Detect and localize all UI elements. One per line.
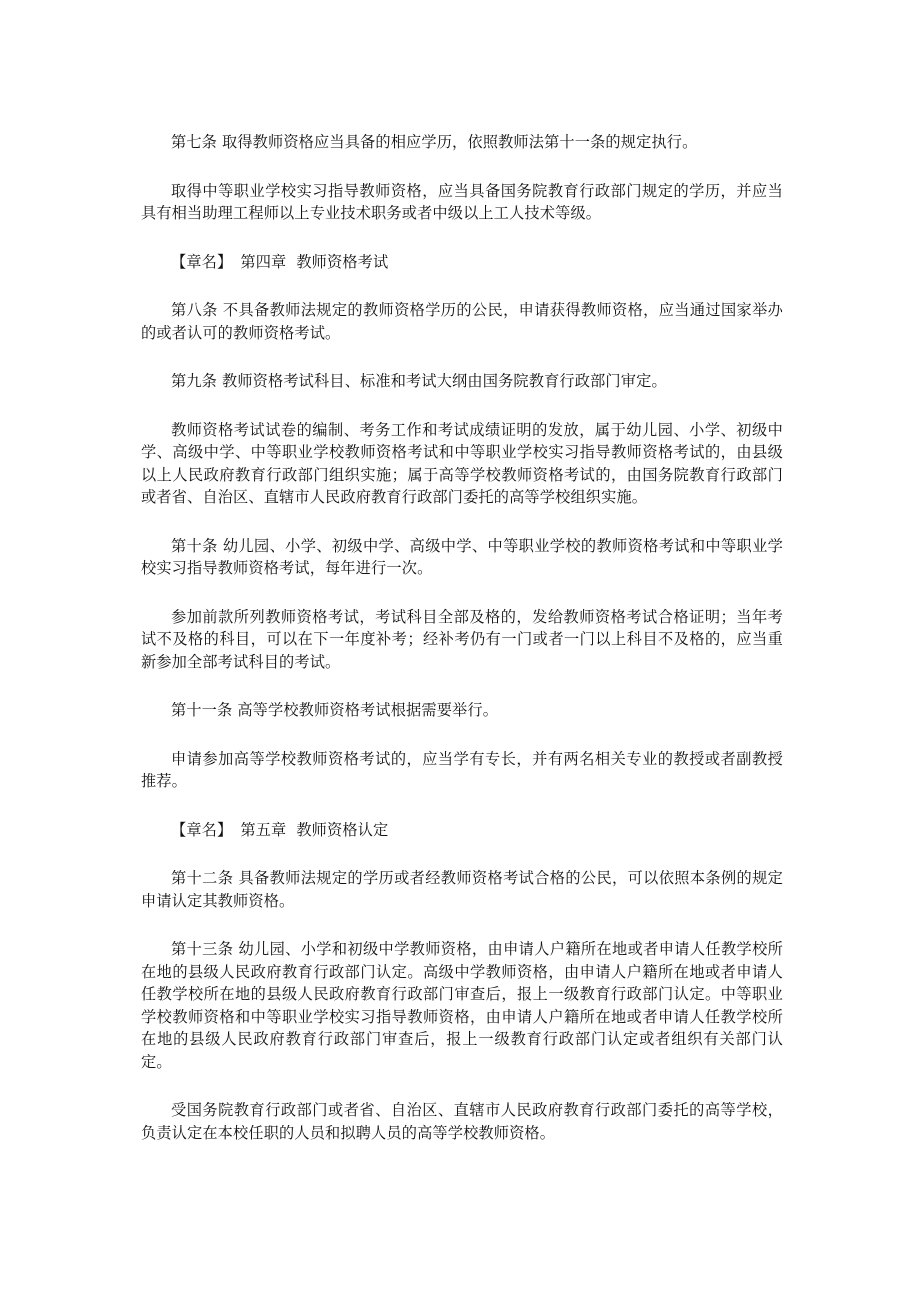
article-9-paragraph: 第九条 教师资格考试科目、标准和考试大纲由国务院教育行政部门审定。 — [171, 372, 667, 390]
article-10-paragraph: 第十条 幼儿园、小学、初级中学、高级中学、中等职业学校的教师资格考试和中等职业学校实习指导教师资格考试，每年进行一次。 — [141, 536, 783, 577]
article-12-paragraph: 第十二条 具备教师法规定的学历或者经教师资格考试合格的公民，可以依照本条例的规定申请认定其教师资格。 — [141, 869, 783, 910]
chapter-title: 第五章 教师资格认定 — [240, 820, 389, 839]
article-9-paragraph-2: 教师资格考试试卷的编制、考务工作和考试成绩证明的发放，属于幼儿园、小学、初级中学、高级中学、中等职业学校教师资格考试和中等职业学校实习指导教师资格考试的，由县级以上人民政府教育行政部门组织实施；属于高等学校教师资格考试的，由国务院教育行政部门或者省、自治区、直辖市人民政府教育行政部门委托的高等学校组织实施。 — [141, 420, 783, 506]
article-13-paragraph-2: 受国务院教育行政部门或者省、自治区、直辖市人民政府教育行政部门委托的高等学校，负责认定在本校任职的人员和拟聘人员的高等学校教师资格。 — [141, 1101, 783, 1142]
article-8-paragraph: 第八条 不具备教师法规定的教师资格学历的公民，申请获得教师资格，应当通过国家举办的或者认可的教师资格考试。 — [141, 301, 783, 342]
article-7-paragraph-2: 取得中等职业学校实习指导教师资格，应当具备国务院教育行政部门规定的学历，并应当具有相当助理工程师以上专业技术职务或者中级以上工人技术等级。 — [141, 181, 783, 222]
article-11-paragraph: 第十一条 高等学校教师资格考试根据需要举行。 — [171, 701, 499, 719]
document-body — [141, 131, 783, 1144]
article-11-paragraph-2: 申请参加高等学校教师资格考试的，应当学有专长，并有两名相关专业的教授或者副教授推荐。 — [141, 749, 783, 790]
article-10-paragraph-2: 参加前款所列教师资格考试，考试科目全部及格的，发给教师资格考试合格证明；当年考试不及格的科目，可以在下一年度补考；经补考仍有一门或者一门以上科目不及格的，应当重新参加全部考试科目的考试。 — [141, 607, 783, 671]
article-7-paragraph: 第七条 取得教师资格应当具备的相应学历，依照教师法第十一条的规定执行。 — [171, 133, 698, 151]
chapter-5-heading — [141, 819, 783, 842]
chapter-label: 【章名】 — [171, 252, 233, 271]
chapter-4-heading — [141, 251, 783, 274]
chapter-title: 第四章 教师资格考试 — [240, 252, 389, 271]
chapter-label: 【章名】 — [171, 820, 233, 839]
article-13-paragraph: 第十三条 幼儿园、小学和初级中学教师资格，由申请人户籍所在地或者申请人任教学校所在地的县级人民政府教育行政部门认定。高级中学教师资格，由申请人户籍所在地或者申请人任教学校所在地的县级人民政府教育行政部门审查后，报上一级教育行政部门认定。中等职业学校教师资格和中等职业学校实习指导教师资格，由申请人户籍所在地或者申请人任教学校所在地的县级人民政府教育行政部门审查后，报上一级教育行政部门认定或者组织有关部门认定。 — [141, 940, 783, 1071]
